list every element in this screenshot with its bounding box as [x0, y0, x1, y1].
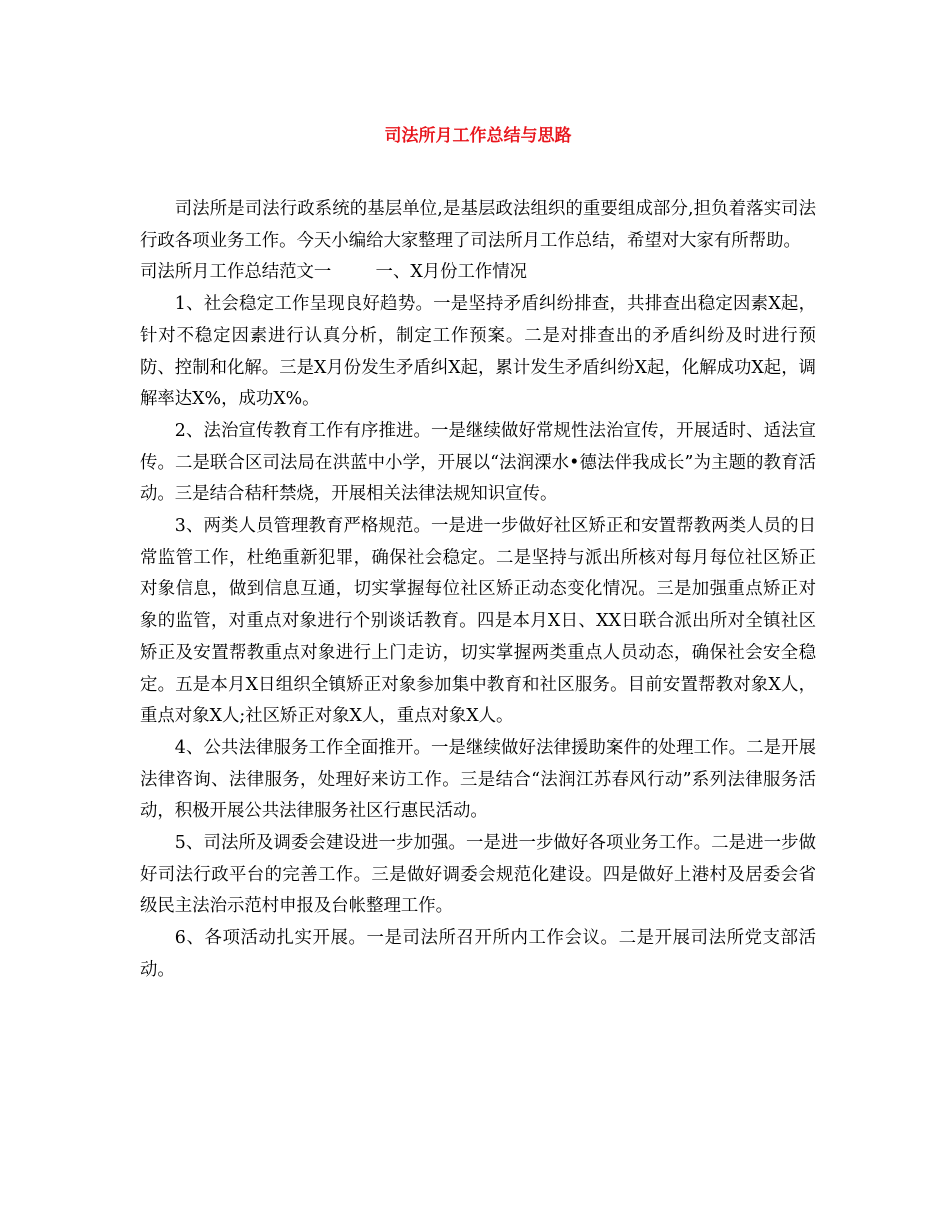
body-paragraph-4: 4、公共法律服务工作全面推开。一是继续做好法律援助案件的处理工作。二是开展法律咨询、法律服务，处理好来访工作。三是结合“法润江苏春风行动”系列法律服务活动，积极开展公共法律服务社区行惠民活动。	[140, 737, 816, 822]
section-subheading: 一、X月份工作情况	[375, 262, 528, 283]
intro-paragraph: 司法所是司法行政系统的基层单位,是基层政法组织的重要组成部分,担负着落实司法行政各项业务工作。今天小编给大家整理了司法所月工作总结，希望对大家有所帮助。	[140, 199, 816, 251]
section-heading-line	[140, 257, 816, 289]
section-heading: 司法所月工作总结范文一	[140, 262, 332, 283]
body-paragraph-5: 5、司法所及调委会建设进一步加强。一是进一步做好各项业务工作。二是进一步做好司法行政平台的完善工作。三是做好调委会规范化建设。四是做好上港村及居委会省级民主法治示范村申报及台帐整理工作。	[140, 833, 816, 917]
document-page	[140, 118, 816, 987]
body-paragraph-3: 3、两类人员管理教育严格规范。一是进一步做好社区矫正和安置帮教两类人员的日常监管工作，杜绝重新犯罪，确保社会稳定。二是坚持与派出所核对每月每位社区矫正对象信息，做到信息互通，切实掌握每位社区矫正动态变化情况。三是加强重点矫正对象的监管，对重点对象进行个别谈话教育。四是本月X日、XX日联合派出所对全镇社区矫正及安置帮教重点对象进行上门走访，切实掌握两类重点人员动态，确保社会安全稳定。五是本月X日组织全镇矫正对象参加集中教育和社区服务。目前安置帮教对象X人，重点对象X人;社区矫正对象X人，重点对象X人。	[140, 516, 816, 727]
body-paragraph-2: 2、法治宣传教育工作有序推进。一是继续做好常规性法治宣传，开展适时、适法宣传。二是联合区司法局在洪蓝中小学，开展以“法润溧水•德法伴我成长”为主题的教育活动。三是结合秸秆禁烧，开展相关法律法规知识宣传。	[140, 420, 816, 505]
body-paragraph-6: 6、各项活动扎实开展。一是司法所召开所内工作会议。二是开展司法所党支部活动。	[140, 928, 816, 980]
body-paragraph-1: 1、社会稳定工作呈现良好趋势。一是坚持矛盾纠纷排查，共排查出稳定因素X起，针对不稳定因素进行认真分析，制定工作预案。二是对排查出的矛盾纠纷及时进行预防、控制和化解。三是X月份发生矛盾纠X起，累计发生矛盾纠纷X起，化解成功X起，调解率达X%，成功X%。	[140, 294, 816, 410]
document-title: 司法所月工作总结与思路	[384, 126, 572, 146]
